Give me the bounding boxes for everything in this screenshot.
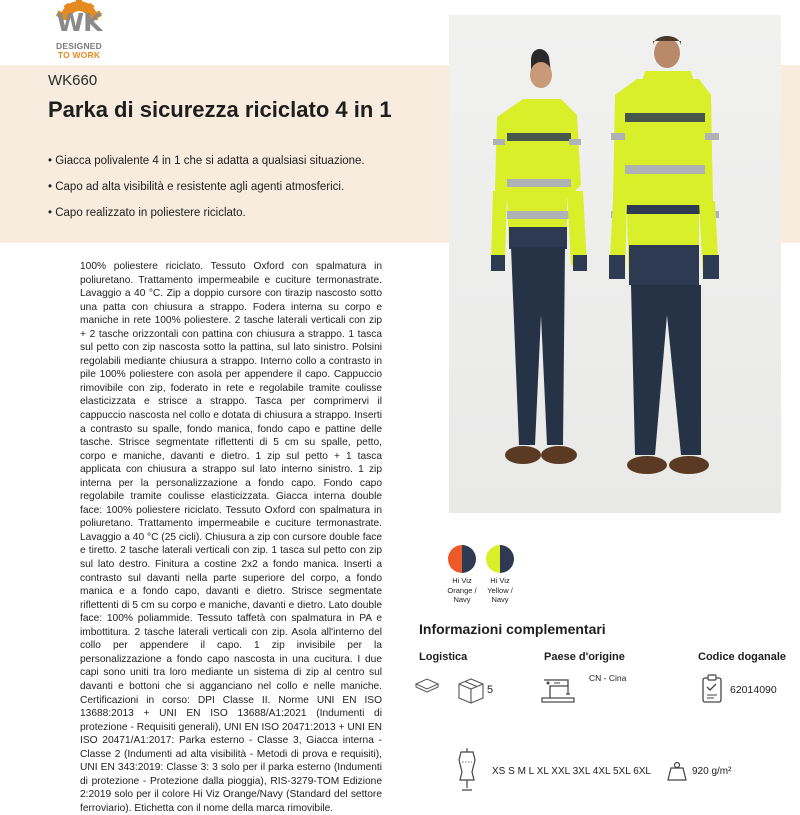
feature-item: • Capo realizzato in poliestere riciclato. xyxy=(48,207,246,219)
clipboard-icon xyxy=(701,674,723,704)
available-sizes: XS S M L XL XXL 3XL 4XL 5XL 6XL xyxy=(492,766,651,777)
product-photo xyxy=(449,15,781,513)
model-man xyxy=(609,36,719,474)
product-title: Parka di sicurezza riciclato 4 in 1 xyxy=(48,97,392,122)
product-reference: WK660 xyxy=(48,72,98,89)
brand-logo xyxy=(46,0,112,62)
customs-heading: Codice doganale xyxy=(698,651,787,663)
fabric-weight: 920 g/m² xyxy=(692,766,732,777)
swatch-circle xyxy=(448,545,476,573)
product-description: 100% poliestere riciclato. Tessuto Oxford con spalmatura in poliuretano. Trattamento impermeabile e cuciture termonastrate. Lavaggio a 40 °C. Zip a doppio cursore con tirazip nascosto sotto una patta con chiusura a strappo. Fodera interna su corpo e maniche in rete 100% poliestere. 2 tasche laterali verticali con zip + 2 tasche orizzontali con pattina con chiusura a strappo. 1 tasca sul petto con zip nascosta sotto la pattina, sul lato sinistro. Polsini regolabili mediante chiusura a strappo. Interno collo a contrasto in pile 100% poliestere con asola per appendere il capo. Cappuccio rimovibile con zip, foderato in rete e regolabile tramite coulisse elasticizzata e strisce a strappo. Tasca per comprimervi il cappuccio nascosta nel collo e dotata di chiusura a strappo. Inserti a contrasto su spalle, fondo manica, fondo capo e pattine delle tasche. Strisce segmentate riflettenti di 5 cm su spalle, petto, corpo e maniche, davanti e dietro. 1 zip sul petto + 1 tasca applicata con chiusura a strappo sul lato interno sinistro. 1 zip interna per la personalizzazione a fondo capo. Fondo capo regolabile tramite coulisse elasticizzata. Giacca interna double face: 100% poliestere riciclato. Tessuto Oxford con spalmatura in poliuretano. Trattamento impermeabile e cuciture termonastrate. Lavaggio a 40 °C (25 cicli). Chiusura a zip con cursore double face e tiretto. 2 tasche laterali verticali con zip. 1 tasca sul petto con zip sul lato destro. Finitura a costine 2x2 a fondo manica. Inserti a contrasto sul davanti nella parte superiore del corpo, a fondo manica e a fondo capo, davanti e dietro. Strisce segmentate riflettenti di 5 cm su corpo e maniche, davanti e dietro. Lato double face: 100% poliammide. Tessuto taffetà con spalmatura in PA e imbottitura. 2 tasche laterali verticali con zip. Asola all'interno del collo per appendere il capo. 1 zip invisibile per la personalizzazione a fondo capo nascosta in una cucitura. I due capi sono uniti tra loro mediante un sistema di zip al centro sul davanti e bottoni che si agganciano nel collo e nelle maniche. Certificazioni in corso: DPI Classe II. Norme UNI EN ISO 13688:2013 + UNI EN ISO 13688/A1:2021 (Indumenti di protezione - Requisiti generali), UNI EN ISO 20471:2013 + UNI EN ISO 20471/A1:2017: Parka esterno - Classe 3, Giacca interna - Classe 2 (Indumenti ad alta visibilità - Metodi di prova e requisiti), UNI EN 343:2019: Classe 3: 3 solo per il parka esterno (Indumenti di protezione - Protezione dalla pioggia), RIS-3279-TOM Edizione 2:2019 solo per il colore Hi Viz Orange/Navy (Standard del settore ferroviario). Etichetta con il nome della marca rimovibile. xyxy=(80,261,382,814)
mannequin-icon xyxy=(456,746,478,792)
swatch-orange-navy[interactable] xyxy=(443,545,481,605)
box-icon xyxy=(456,676,486,704)
weight-icon xyxy=(666,760,688,782)
logistics-heading: Logistica xyxy=(419,651,468,663)
swatch-circle xyxy=(486,545,514,573)
origin-heading: Paese d'origine xyxy=(544,651,625,663)
logo-mark: WK xyxy=(56,8,102,37)
sewing-machine-icon xyxy=(540,674,576,704)
origin-value: CN - Cina xyxy=(589,673,627,683)
feature-item: • Capo ad alta visibilità e resistente agli agenti atmosferici. xyxy=(48,181,345,193)
swatch-label: Hi Viz Yellow / Navy xyxy=(487,576,513,604)
swatch-yellow-navy[interactable] xyxy=(481,545,519,605)
logo-tagline-1: DESIGNED xyxy=(56,41,102,51)
feature-item: • Giacca polivalente 4 in 1 che si adatta a qualsiasi situazione. xyxy=(48,155,365,167)
logistics-quantity: 5 xyxy=(487,684,494,696)
model-woman xyxy=(491,49,587,464)
info-section-title: Informazioni complementari xyxy=(419,621,606,637)
feature-list xyxy=(48,154,438,232)
swatch-label: Hi Viz Orange / Navy xyxy=(447,576,477,604)
logo-tagline-2: TO WORK xyxy=(57,50,101,60)
customs-code: 62014090 xyxy=(730,684,777,696)
bag-icon xyxy=(414,676,440,694)
